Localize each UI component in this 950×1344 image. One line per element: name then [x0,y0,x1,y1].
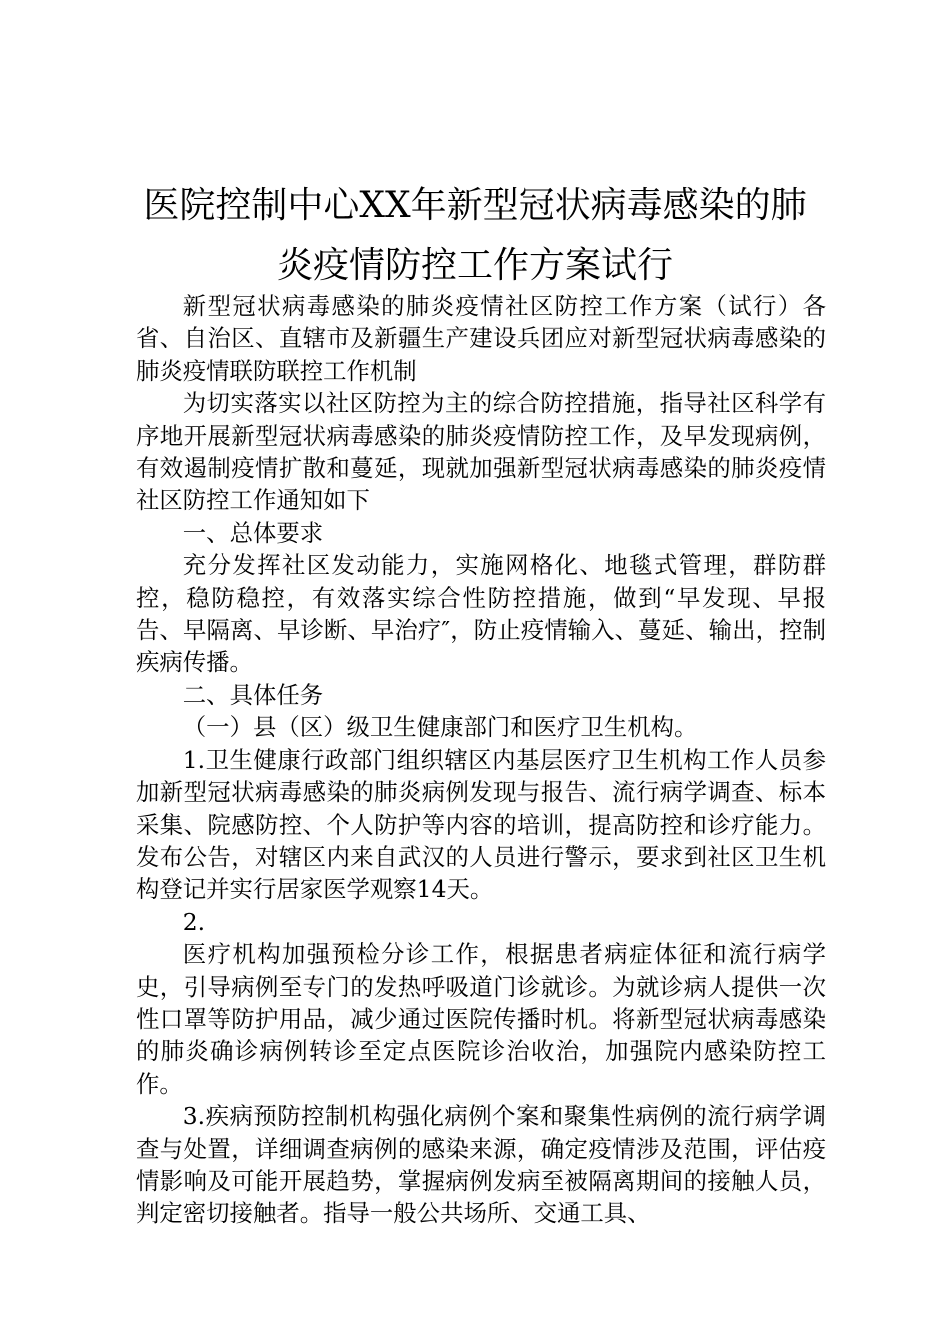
section-heading-general: 一、总体要求 [182,518,324,547]
document-body [136,290,826,1230]
paragraph-item-1: 1.卫生健康行政部门组织辖区内基层医疗卫生机构工作人员参加新型冠状病毒感染的肺炎病例发现与报告、流行病学调查、标本采集、院感防控、个人防护等内容的培训，提高防控和诊疗能力。发布公告，对辖区内来自武汉的人员进行警示，要求到社区卫生机构登记并实行居家医学观察14天。 [136,745,826,904]
paragraph-item-2: 医疗机构加强预检分诊工作，根据患者病症体征和流行病学史，引导病例至专门的发热呼吸道门诊就诊。为就诊病人提供一次性口罩等防护用品，减少通过医院传播时机。将新型冠状病毒感染的肺炎确诊病例转诊至定点医院诊治收治，加强院内感染防控工作。 [136,940,826,1098]
paragraph-purpose: 为切实落实以社区防控为主的综合防控措施，指导社区科学有序地开展新型冠状病毒感染的肺炎疫情防控工作，及早发现病例，有效遏制疫情扩散和蔓延，现就加强新型冠状病毒感染的肺炎疫情社区防控工作通知如下 [136,389,826,515]
paragraph-intro: 新型冠状病毒感染的肺炎疫情社区防控工作方案（试行）各省、自治区、直辖市及新疆生产建设兵团应对新型冠状病毒感染的肺炎疫情联防联控工作机制 [136,292,826,385]
paragraph-general-requirements: 充分发挥社区发动能力，实施网格化、地毯式管理，群防群控，稳防稳控，有效落实综合性防控措施，做到“早发现、早报告、早隔离、早诊断、早治疗″，防止疫情输入、蔓延、输出，控制疾病传播。 [136,551,826,677]
document-title-line-1: 医院控制中心XX年新型冠状病毒感染的肺 [143,185,807,226]
section-heading-tasks: 二、具体任务 [182,680,324,709]
document-title-line-2: 炎疫情防控工作方案试行 [276,245,673,286]
subsection-heading-county: （一）县（区）级卫生健康部门和医疗卫生机构。 [182,713,698,742]
paragraph-item-2-number: 2. [182,907,206,936]
paragraph-item-3: 3.疾病预防控制机构强化病例个案和聚集性病例的流行病学调查与处置，详细调查病例的感染来源，确定疫情涉及范围，评估疫情影响及可能开展趋势，掌握病例发病至被隔离期间的接触人员，判定密切接触者。指导一般公共场所、交通工具、 [136,1102,826,1228]
